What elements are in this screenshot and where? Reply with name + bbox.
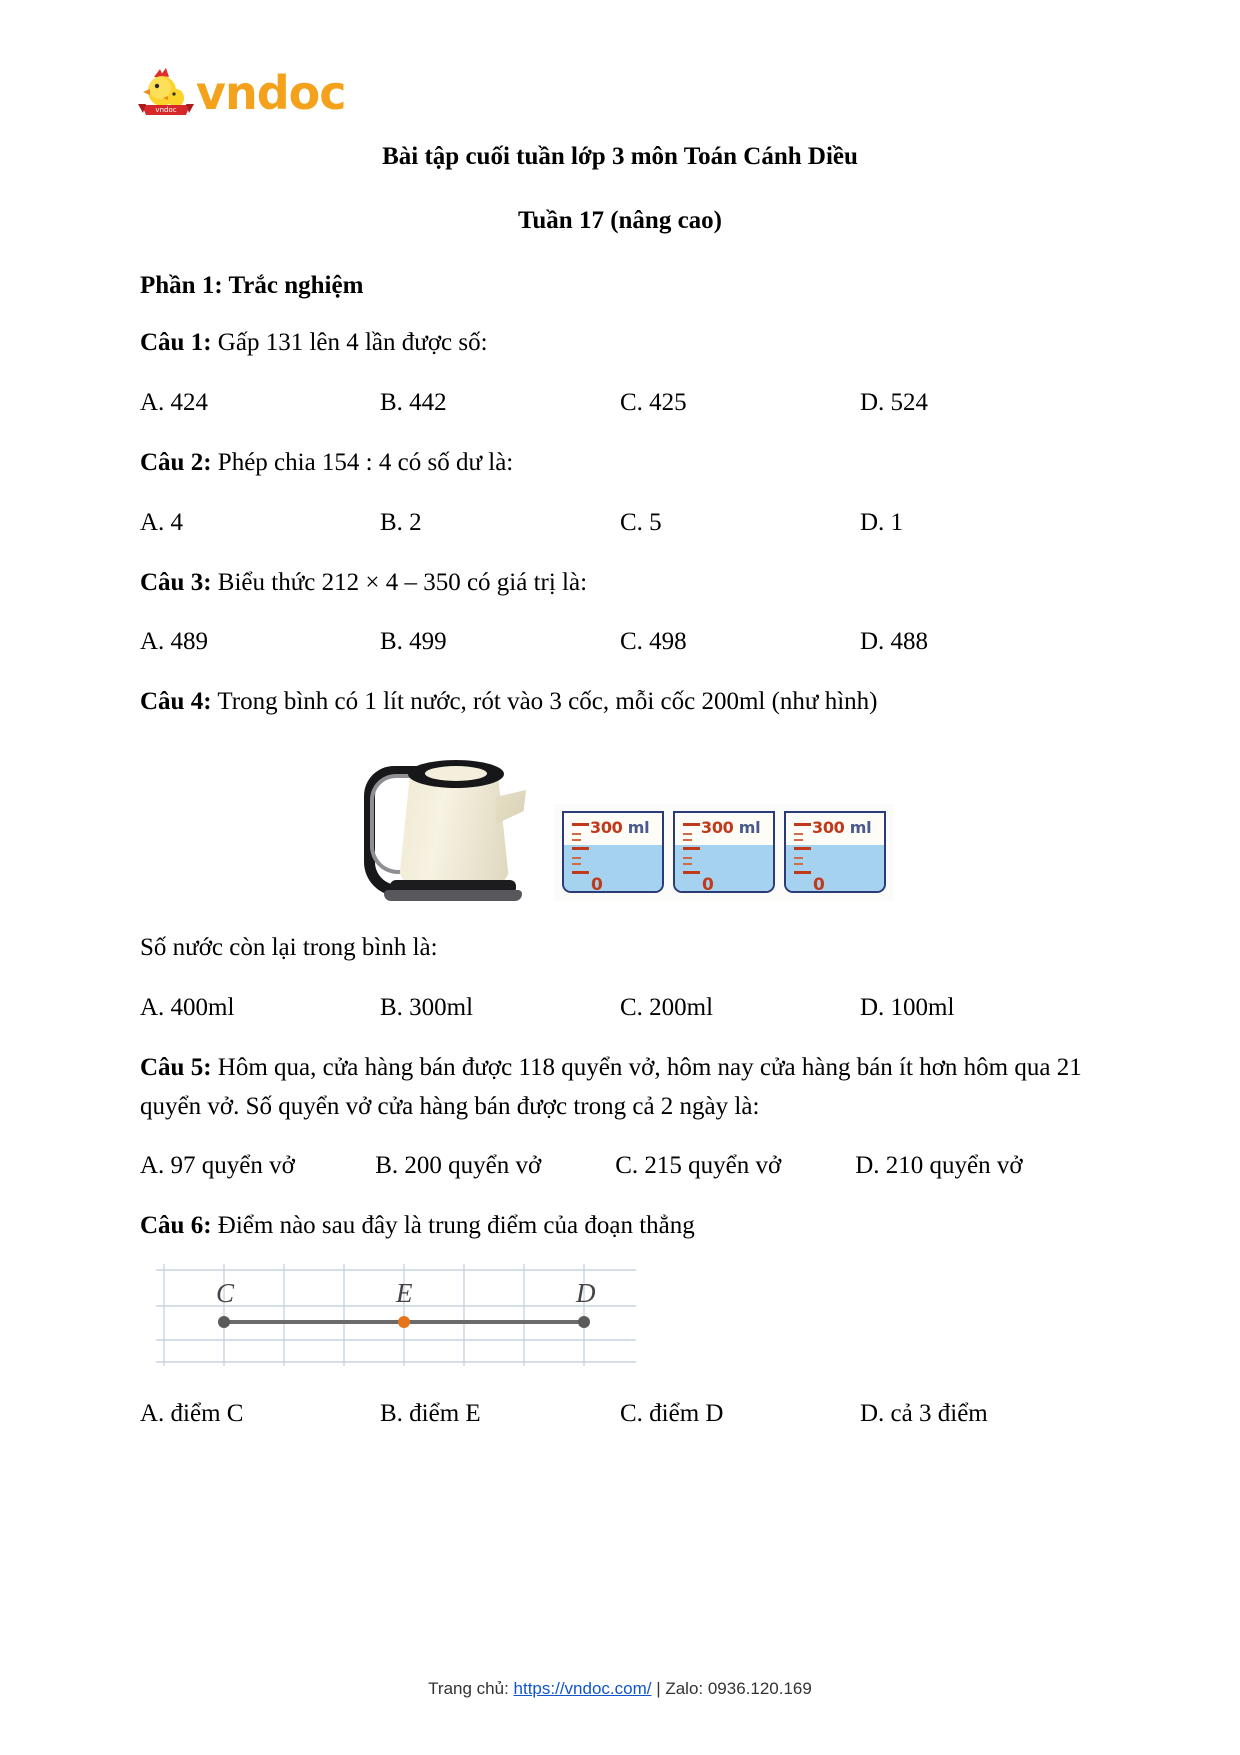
svg-text:C: C bbox=[216, 1278, 235, 1308]
option-a[interactable]: A. 97 quyển vở bbox=[140, 1152, 295, 1180]
question-6-text: Điểm nào sau đây là trung điểm của đoạn thẳng bbox=[211, 1212, 695, 1240]
question-2 bbox=[140, 420, 1100, 483]
question-2-label: Câu 2: bbox=[140, 448, 212, 476]
electric-kettle-icon bbox=[346, 740, 546, 905]
svg-text:vndoc: vndoc bbox=[155, 106, 177, 114]
measuring-cup bbox=[673, 811, 775, 893]
question-3-label: Câu 3: bbox=[140, 568, 212, 596]
question-5-text: Hôm qua, cửa hàng bán được 118 quyển vở, hôm nay cửa hàng bán ít hơn hôm qua 21 quyển vở. Số quyển vở cửa hàng bán được trong cả 2 ngày là: bbox=[140, 1053, 1082, 1120]
measuring-cup bbox=[784, 811, 886, 893]
question-1-text: Gấp 131 lên 4 lần được số: bbox=[211, 329, 488, 356]
footer-suffix: | Zalo: 0936.120.169 bbox=[651, 1679, 812, 1698]
page-subtitle: Tuần 17 (nâng cao) bbox=[518, 207, 722, 234]
option-a[interactable]: A. 4 bbox=[140, 508, 184, 536]
chick-mascot-icon bbox=[138, 65, 194, 121]
measuring-cups-group bbox=[554, 804, 894, 901]
option-c[interactable]: C. 200ml bbox=[620, 993, 714, 1021]
cup-capacity-label: 300 ml bbox=[590, 818, 650, 837]
question-6-options bbox=[140, 1370, 1100, 1431]
option-c[interactable]: C. 215 quyển vở bbox=[615, 1152, 782, 1180]
midpoint-segment-figure bbox=[140, 1246, 1100, 1370]
footer-prefix: Trang chủ: bbox=[428, 1679, 514, 1698]
point-e-marker bbox=[398, 1316, 410, 1328]
option-d[interactable]: D. 488 bbox=[860, 628, 929, 656]
question-3-text: Biểu thức 212 × 4 – 350 có giá trị là: bbox=[211, 568, 588, 596]
option-b[interactable]: B. 200 quyển vở bbox=[375, 1152, 542, 1180]
question-5-options bbox=[140, 1126, 1100, 1183]
point-d-marker bbox=[578, 1316, 590, 1328]
question-3-options bbox=[140, 602, 1100, 659]
question-5-label: Câu 5: bbox=[140, 1053, 212, 1081]
question-1-options bbox=[140, 363, 1100, 420]
option-c[interactable]: C. 498 bbox=[620, 628, 687, 656]
question-6 bbox=[140, 1183, 1100, 1246]
svg-text:E: E bbox=[396, 1278, 413, 1308]
kettle-and-cups-figure bbox=[140, 722, 1100, 905]
question-3 bbox=[140, 540, 1100, 603]
question-4-options bbox=[140, 968, 1100, 1025]
option-b[interactable]: B. 499 bbox=[380, 628, 447, 656]
option-b[interactable]: B. 442 bbox=[380, 388, 447, 416]
question-4-label: Câu 4: bbox=[140, 688, 212, 716]
question-1-label: Câu 1: bbox=[140, 329, 212, 356]
option-b[interactable]: B. 2 bbox=[380, 508, 422, 536]
question-4-followup: Số nước còn lại trong bình là: bbox=[140, 934, 438, 961]
option-a[interactable]: A. 400ml bbox=[140, 993, 235, 1021]
option-d[interactable]: D. 1 bbox=[860, 508, 904, 536]
question-2-text: Phép chia 154 : 4 có số dư là: bbox=[211, 448, 514, 476]
question-2-options bbox=[140, 483, 1100, 540]
option-c[interactable]: C. điểm D bbox=[620, 1400, 724, 1427]
page-title: Bài tập cuối tuần lớp 3 môn Toán Cánh Diều bbox=[382, 143, 858, 170]
logo-wordmark: vndoc bbox=[196, 66, 346, 120]
question-6-label: Câu 6: bbox=[140, 1212, 212, 1240]
option-c[interactable]: C. 425 bbox=[620, 388, 687, 416]
option-d[interactable]: D. 100ml bbox=[860, 993, 955, 1021]
option-a[interactable]: A. 424 bbox=[140, 388, 209, 416]
option-a[interactable]: A. điểm C bbox=[140, 1400, 244, 1427]
cup-zero-label: 0 bbox=[702, 875, 714, 893]
option-c[interactable]: C. 5 bbox=[620, 508, 662, 536]
question-4-text: Trong bình có 1 lít nước, rót vào 3 cốc, mỗi cốc 200ml (như hình) bbox=[211, 688, 878, 716]
page-footer bbox=[0, 1679, 1240, 1699]
option-b[interactable]: B. 300ml bbox=[380, 993, 474, 1021]
question-4 bbox=[140, 659, 1100, 722]
svg-text:D: D bbox=[576, 1278, 596, 1308]
cup-capacity-label: 300 ml bbox=[701, 818, 761, 837]
option-a[interactable]: A. 489 bbox=[140, 628, 209, 656]
option-d[interactable]: D. 210 quyển vở bbox=[855, 1152, 1023, 1180]
section-heading: Phần 1: Trắc nghiệm bbox=[140, 272, 364, 299]
option-d[interactable]: D. 524 bbox=[860, 388, 929, 416]
question-1 bbox=[140, 300, 1100, 363]
measuring-cup bbox=[562, 811, 664, 893]
option-d[interactable]: D. cả 3 điểm bbox=[860, 1400, 988, 1427]
cup-capacity-label: 300 ml bbox=[812, 818, 872, 837]
cup-zero-label: 0 bbox=[591, 875, 603, 893]
cup-zero-label: 0 bbox=[813, 875, 825, 893]
point-c-marker bbox=[218, 1316, 230, 1328]
question-5 bbox=[140, 1025, 1100, 1127]
vndoc-logo[interactable] bbox=[138, 62, 346, 124]
option-b[interactable]: B. điểm E bbox=[380, 1400, 481, 1427]
homepage-link[interactable]: https://vndoc.com/ bbox=[513, 1679, 652, 1698]
